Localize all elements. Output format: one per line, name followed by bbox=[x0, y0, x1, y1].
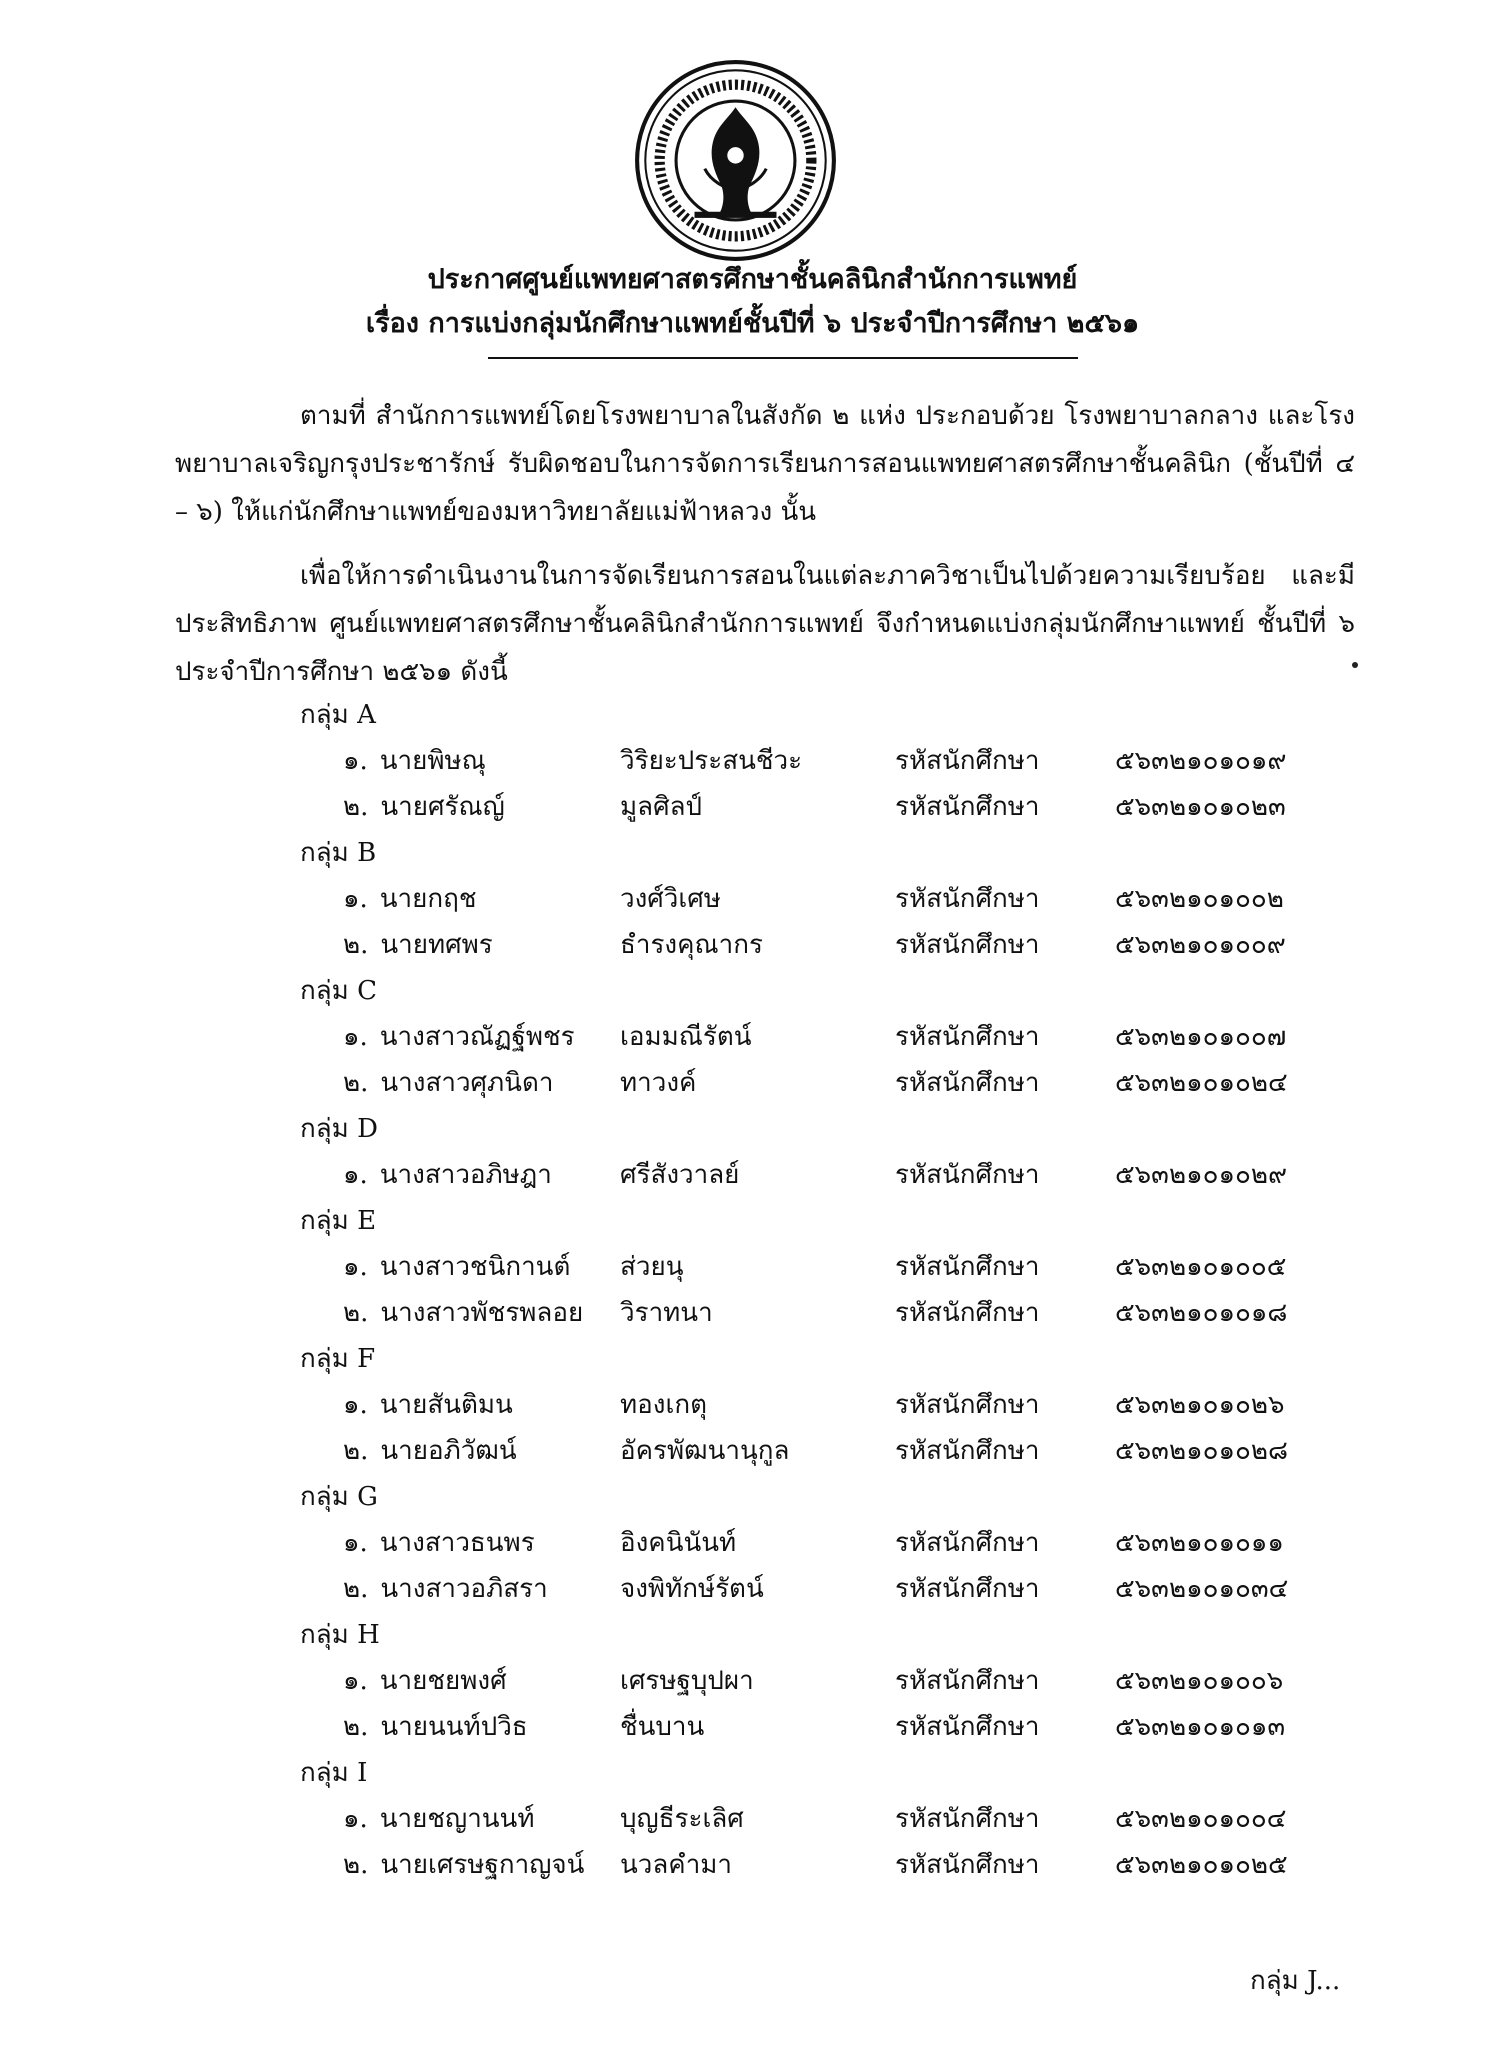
student-number: ๒. bbox=[343, 1436, 369, 1466]
student-first-name: นางสาวชนิกานต์ bbox=[379, 1252, 571, 1282]
student-id-label: รหัสนักศึกษา bbox=[895, 1022, 1040, 1052]
student-last-name: นวลคำมา bbox=[620, 1850, 733, 1880]
student-number: ๒. bbox=[343, 930, 369, 960]
group-title: กลุ่ม E bbox=[300, 1206, 377, 1236]
group-title: กลุ่ม G bbox=[300, 1482, 378, 1512]
student-last-name: มูลศิลป์ bbox=[620, 792, 703, 822]
group-title: กลุ่ม I bbox=[300, 1758, 368, 1788]
seal-emblem bbox=[633, 58, 838, 263]
student-id-label: รหัสนักศึกษา bbox=[895, 1712, 1040, 1742]
student-row bbox=[0, 1428, 1505, 1474]
student-name bbox=[343, 784, 505, 830]
student-id-label: รหัสนักศึกษา bbox=[895, 1068, 1040, 1098]
student-first-name: นายกฤช bbox=[379, 884, 477, 914]
student-number: ๒. bbox=[343, 1850, 369, 1880]
student-number: ๑. bbox=[343, 1666, 368, 1696]
student-name bbox=[343, 1842, 584, 1888]
student-number: ๑. bbox=[343, 1390, 368, 1420]
student-id: ๕๖๓๒๑๐๑๐๒๘ bbox=[1115, 1436, 1289, 1466]
student-id: ๕๖๓๒๑๐๑๐๓๔ bbox=[1115, 1574, 1289, 1604]
student-id-label: รหัสนักศึกษา bbox=[895, 1528, 1040, 1558]
student-row bbox=[0, 1382, 1505, 1428]
student-id-label: รหัสนักศึกษา bbox=[895, 1390, 1040, 1420]
student-first-name: นายทศพร bbox=[380, 930, 493, 960]
group-title: กลุ่ม B bbox=[300, 838, 377, 868]
student-id-label: รหัสนักศึกษา bbox=[895, 1574, 1040, 1604]
student-first-name: นางสาวธนพร bbox=[379, 1528, 535, 1558]
student-row bbox=[0, 1244, 1505, 1290]
student-id: ๕๖๓๒๑๐๑๐๐๕ bbox=[1115, 1252, 1287, 1282]
student-name bbox=[343, 1566, 548, 1612]
student-id-label: รหัสนักศึกษา bbox=[895, 792, 1040, 822]
student-first-name: นางสาวพัชรพลอย bbox=[380, 1298, 584, 1328]
student-number: ๑. bbox=[343, 1804, 368, 1834]
student-number: ๑. bbox=[343, 1252, 368, 1282]
student-row bbox=[0, 1566, 1505, 1612]
student-row bbox=[0, 922, 1505, 968]
student-row bbox=[0, 1014, 1505, 1060]
student-last-name: เอมมณีรัตน์ bbox=[620, 1022, 752, 1052]
student-id-label: รหัสนักศึกษา bbox=[895, 1850, 1040, 1880]
student-number: ๑. bbox=[343, 1160, 368, 1190]
student-id: ๕๖๓๒๑๐๑๐๐๖ bbox=[1115, 1666, 1284, 1696]
student-row bbox=[0, 1796, 1505, 1842]
student-row bbox=[0, 1658, 1505, 1704]
student-row bbox=[0, 1842, 1505, 1888]
student-row bbox=[0, 876, 1505, 922]
student-last-name: วิราทนา bbox=[620, 1298, 713, 1328]
student-first-name: นายอภิวัฒน์ bbox=[380, 1436, 517, 1466]
student-first-name: นางสาวณัฏฐ์พชร bbox=[379, 1022, 575, 1052]
student-id: ๕๖๓๒๑๐๑๐๒๔ bbox=[1115, 1068, 1288, 1098]
student-group-list bbox=[0, 692, 1505, 1888]
student-row bbox=[0, 1520, 1505, 1566]
student-first-name: นางสาวอภิษฎา bbox=[379, 1160, 552, 1190]
student-first-name: นายชญานนท์ bbox=[379, 1804, 535, 1834]
group-title: กลุ่ม C bbox=[300, 976, 377, 1006]
student-name bbox=[343, 1290, 583, 1336]
student-name bbox=[343, 876, 477, 922]
student-last-name: บุญธีระเลิศ bbox=[620, 1804, 744, 1834]
student-number: ๑. bbox=[343, 746, 368, 776]
student-last-name: เศรษฐบุปผา bbox=[620, 1666, 754, 1696]
student-id-label: รหัสนักศึกษา bbox=[895, 884, 1040, 914]
student-row bbox=[0, 1704, 1505, 1750]
student-id: ๕๖๓๒๑๐๑๐๒๕ bbox=[1115, 1850, 1288, 1880]
student-id: ๕๖๓๒๑๐๑๐๑๘ bbox=[1115, 1298, 1288, 1328]
student-first-name: นายศรัณญ์ bbox=[380, 792, 505, 822]
student-id-label: รหัสนักศึกษา bbox=[895, 930, 1040, 960]
student-last-name: ชื่นบาน bbox=[620, 1712, 705, 1742]
student-last-name: ทองเกตุ bbox=[620, 1390, 707, 1420]
student-last-name: ทาวงค์ bbox=[620, 1068, 697, 1098]
student-first-name: นายเศรษฐกาญจน์ bbox=[380, 1850, 585, 1880]
announcement-title: ประกาศศูนย์แพทยศาสตรศึกษาชั้นคลินิกสำนักการแพทย์ bbox=[427, 264, 1078, 295]
student-first-name: นางสาวศุภนิดา bbox=[380, 1068, 554, 1098]
student-name bbox=[343, 1060, 553, 1106]
student-id: ๕๖๓๒๑๐๑๐๑๓ bbox=[1115, 1712, 1286, 1742]
student-row bbox=[0, 738, 1505, 784]
student-name bbox=[343, 1704, 528, 1750]
student-last-name: อิงคนินันท์ bbox=[620, 1528, 737, 1558]
student-name bbox=[343, 738, 486, 784]
student-row bbox=[0, 784, 1505, 830]
student-number: ๒. bbox=[343, 1712, 369, 1742]
student-id-label: รหัสนักศึกษา bbox=[895, 1436, 1040, 1466]
student-id-label: รหัสนักศึกษา bbox=[895, 1252, 1040, 1282]
student-id: ๕๖๓๒๑๐๑๐๒๙ bbox=[1115, 1160, 1288, 1190]
student-id: ๕๖๓๒๑๐๑๐๒๓ bbox=[1115, 792, 1286, 822]
announcement-subject: เรื่อง การแบ่งกลุ่มนักศึกษาแพทย์ชั้นปีที่ ๖ ประจำปีการศึกษา ๒๕๖๑ bbox=[365, 308, 1140, 339]
student-id: ๕๖๓๒๑๐๑๐๒๖ bbox=[1115, 1390, 1285, 1420]
paragraph-2: เพื่อให้การดำเนินงานในการจัดเรียนการสอนในแต่ละภาควิชาเป็นไปด้วยความเรียบร้อย และมีประสิทธิภาพ ศูนย์แพทยศาสตรศึกษาชั้นคลินิกสำนักการแพทย์ จึงกำหนดแบ่งกลุ่มนักศึกษาแพทย์ ชั้นปีที่ ๖ ประจำปีการศึกษา ๒๕๖๑ ดังนี้ bbox=[175, 561, 1355, 687]
student-last-name: ศรีสังวาลย์ bbox=[620, 1160, 740, 1190]
student-id-label: รหัสนักศึกษา bbox=[895, 1804, 1040, 1834]
student-row bbox=[0, 1152, 1505, 1198]
student-first-name: นายชยพงศ์ bbox=[379, 1666, 507, 1696]
student-name bbox=[343, 1014, 575, 1060]
student-id-label: รหัสนักศึกษา bbox=[895, 1298, 1040, 1328]
student-name bbox=[343, 1796, 534, 1842]
student-id: ๕๖๓๒๑๐๑๐๑๑ bbox=[1115, 1528, 1284, 1558]
student-number: ๑. bbox=[343, 884, 368, 914]
paragraph-1: ตามที่ สำนักการแพทย์โดยโรงพยาบาลในสังกัด ๒ แห่ง ประกอบด้วย โรงพยาบาลกลาง และโรงพยาบาลเจริญกรุงประชารักษ์ รับผิดชอบในการจัดการเรียนการสอนแพทยศาสตรศึกษาชั้นคลินิก (ชั้นปีที่ ๔ – ๖) ให้แก่นักศึกษาแพทย์ของมหาวิทยาลัยแม่ฟ้าหลวง นั้น bbox=[175, 401, 1355, 527]
student-first-name: นายสันติมน bbox=[379, 1390, 513, 1420]
student-name bbox=[343, 922, 493, 968]
student-row bbox=[0, 1060, 1505, 1106]
student-id-label: รหัสนักศึกษา bbox=[895, 746, 1040, 776]
student-id: ๕๖๓๒๑๐๑๐๐๗ bbox=[1115, 1022, 1287, 1052]
student-name bbox=[343, 1520, 535, 1566]
student-number: ๒. bbox=[343, 1298, 369, 1328]
group-title: กลุ่ม H bbox=[300, 1620, 380, 1650]
student-last-name: วิริยะประสนชีวะ bbox=[620, 746, 803, 776]
student-id: ๕๖๓๒๑๐๑๐๑๙ bbox=[1115, 746, 1287, 776]
student-last-name: ธำรงคุณากร bbox=[620, 930, 763, 960]
student-last-name: จงพิทักษ์รัตน์ bbox=[620, 1574, 764, 1604]
student-name bbox=[343, 1428, 517, 1474]
student-name bbox=[343, 1244, 570, 1290]
student-name bbox=[343, 1152, 552, 1198]
student-name bbox=[343, 1382, 513, 1428]
group-title: กลุ่ม A bbox=[300, 700, 376, 730]
student-row bbox=[0, 1290, 1505, 1336]
student-number: ๑. bbox=[343, 1528, 368, 1558]
student-id: ๕๖๓๒๑๐๑๐๐๒ bbox=[1115, 884, 1284, 914]
student-number: ๒. bbox=[343, 1574, 369, 1604]
student-last-name: วงศ์วิเศษ bbox=[620, 884, 721, 914]
continuation-note: กลุ่ม J... bbox=[1250, 1966, 1341, 1996]
group-title: กลุ่ม D bbox=[300, 1114, 378, 1144]
student-number: ๒. bbox=[343, 1068, 369, 1098]
student-id-label: รหัสนักศึกษา bbox=[895, 1666, 1040, 1696]
student-first-name: นายนนท์ปวิธ bbox=[380, 1712, 528, 1742]
student-number: ๑. bbox=[343, 1022, 368, 1052]
student-first-name: นายพิษณุ bbox=[379, 746, 486, 776]
group-title: กลุ่ม F bbox=[300, 1344, 376, 1374]
student-id: ๕๖๓๒๑๐๑๐๐๔ bbox=[1115, 1804, 1287, 1834]
student-last-name: ส่วยนุ bbox=[620, 1252, 684, 1282]
stray-mark bbox=[1352, 662, 1358, 668]
student-name bbox=[343, 1658, 507, 1704]
student-last-name: อัครพัฒนานุกูล bbox=[620, 1436, 790, 1466]
student-id: ๕๖๓๒๑๐๑๐๐๙ bbox=[1115, 930, 1286, 960]
title-divider bbox=[488, 357, 1078, 359]
student-id-label: รหัสนักศึกษา bbox=[895, 1160, 1040, 1190]
student-number: ๒. bbox=[343, 792, 369, 822]
student-first-name: นางสาวอภิสรา bbox=[380, 1574, 548, 1604]
